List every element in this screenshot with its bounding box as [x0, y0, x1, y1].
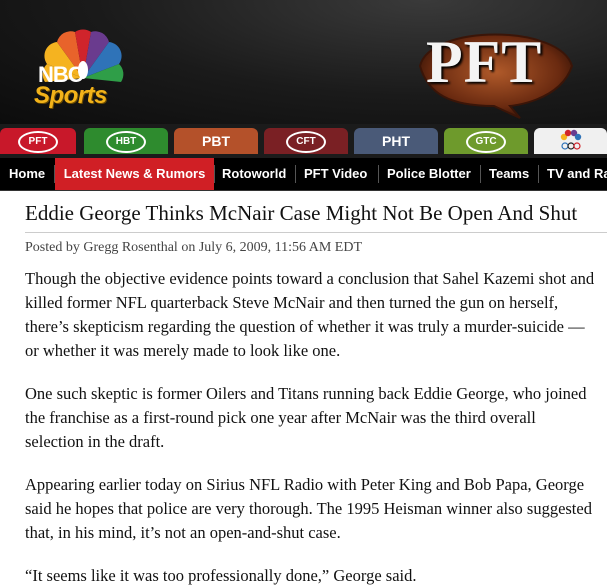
- article-paragraph: Though the objective evidence points toward a conclusion that Sahel Kazemi shot and killed former NFL quarterback Steve McNair and then turned the gun on herself, there’s skepticism regarding the question of whether it was truly a murder-suicide — or whether it was merely made to look like one.: [25, 269, 595, 360]
- nav-item-home[interactable]: Home: [9, 166, 46, 181]
- site-tab-pbt[interactable]: [174, 128, 258, 154]
- site-tab-cft-label: CFT: [286, 131, 326, 153]
- sports-logo-text: Sports: [34, 82, 108, 109]
- site-tab-hbt[interactable]: [84, 128, 168, 154]
- article-byline: Posted by Gregg Rosenthal on July 6, 2009, 11:56 AM EDT: [25, 240, 363, 255]
- site-tab-gtc-label: GTC: [466, 131, 506, 153]
- site-tab-pht[interactable]: [354, 128, 438, 154]
- site-tab-hbt-label: HBT: [106, 131, 146, 153]
- article-headline[interactable]: Eddie George Thinks McNair Case Might Not Be Open And Shut: [25, 201, 578, 225]
- nav-divider: [214, 165, 215, 183]
- nav-divider: [538, 165, 539, 183]
- site-header: [0, 0, 607, 124]
- site-tab-pbt-label: PBT: [202, 133, 230, 149]
- nav-item-police-blotter[interactable]: Police Blotter: [387, 166, 471, 181]
- nav-item-teams[interactable]: Teams: [489, 166, 530, 181]
- pft-logo-text: PFT: [426, 29, 543, 95]
- article-paragraph: Appearing earlier today on Sirius NFL Radio with Peter King and Bob Papa, George said he hopes that police are very thorough. The 1995 Heisman winner also suggested that, in his mind, it’s not an open-and-shut case.: [25, 475, 592, 542]
- nav-item-latest-news[interactable]: [55, 158, 214, 190]
- network-site-tabs: [0, 124, 607, 158]
- nav-divider: [295, 165, 296, 183]
- main-nav: [0, 158, 611, 191]
- nav-item-pft-video[interactable]: PFT Video: [304, 166, 368, 181]
- site-tab-pft[interactable]: [0, 128, 76, 154]
- site-tab-olympics[interactable]: [534, 128, 607, 154]
- nav-item-tv-and-radio[interactable]: TV and Ra: [547, 166, 611, 181]
- article-paragraph: One such skeptic is former Oilers and Titans running back Eddie George, who joined the franchise as a first-round pick one year after McNair was the third overall selection in the draft.: [25, 384, 587, 451]
- site-tab-cft[interactable]: [264, 128, 348, 154]
- site-tab-pft-label: PFT: [18, 131, 58, 153]
- nav-item-rotoworld[interactable]: Rotoworld: [222, 166, 287, 181]
- site-tab-gtc[interactable]: [444, 128, 528, 154]
- olympics-peacock-icon: [558, 129, 584, 153]
- nav-divider: [378, 165, 379, 183]
- nav-item-latest-news-label: Latest News & Rumors: [63, 166, 206, 181]
- article: [25, 200, 600, 588]
- site-tab-pht-label: PHT: [382, 133, 410, 149]
- headline-divider: [25, 232, 607, 233]
- nbc-logo-text: NBC: [38, 62, 83, 87]
- article-paragraph: “It seems like it was too professionally done,” George said.: [25, 566, 417, 585]
- nav-divider: [480, 165, 481, 183]
